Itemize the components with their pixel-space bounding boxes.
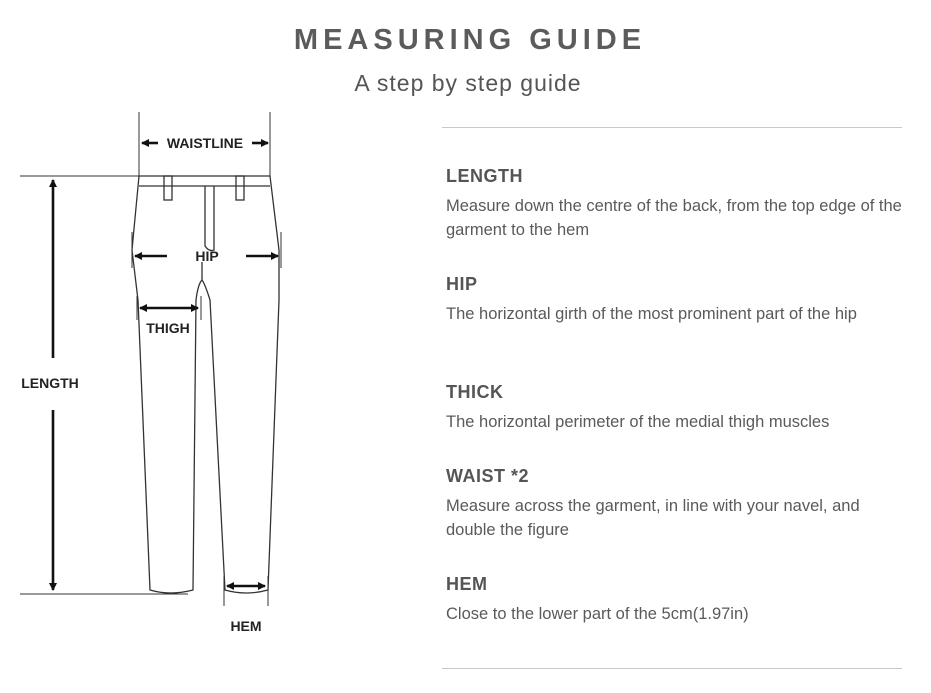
- fly-line: [205, 186, 214, 251]
- page-title: MEASURING GUIDE: [293, 24, 647, 56]
- section-description: Measure across the garment, in line with your navel, and double the figure: [446, 497, 860, 539]
- section-description: Close to the lower part of the 5cm(1.97in): [446, 605, 749, 623]
- section-title: LENGTH: [446, 166, 523, 186]
- section-description: The horizontal girth of the most prominent part of the hip: [446, 305, 857, 323]
- length-label: LENGTH: [21, 375, 79, 391]
- section-length: [446, 166, 906, 242]
- thigh-label: THIGH: [146, 320, 190, 336]
- section-hem: [446, 574, 906, 626]
- section-description: Measure down the centre of the back, from the top edge of the garment to the hem: [446, 197, 902, 239]
- section-waist: [446, 466, 906, 542]
- section-title: THICK: [446, 382, 504, 402]
- section-title: WAIST *2: [446, 466, 530, 486]
- belt-loop-left: [164, 176, 172, 200]
- section-title: HEM: [446, 574, 488, 594]
- pants-outline-icon: [132, 176, 279, 593]
- waistline-label: WAISTLINE: [166, 135, 244, 151]
- belt-loop-right: [236, 176, 244, 200]
- section-description: The horizontal perimeter of the medial thigh muscles: [446, 413, 830, 431]
- section-title: HIP: [446, 274, 478, 294]
- hem-label: HEM: [230, 618, 262, 634]
- section-thick: [446, 382, 906, 434]
- section-hip: [446, 274, 906, 326]
- measurement-diagram: [0, 0, 440, 693]
- hip-label: HIP: [195, 248, 219, 264]
- divider-bottom: [442, 668, 902, 669]
- divider-top: [442, 127, 902, 128]
- page-subtitle: A step by step guide: [354, 70, 582, 96]
